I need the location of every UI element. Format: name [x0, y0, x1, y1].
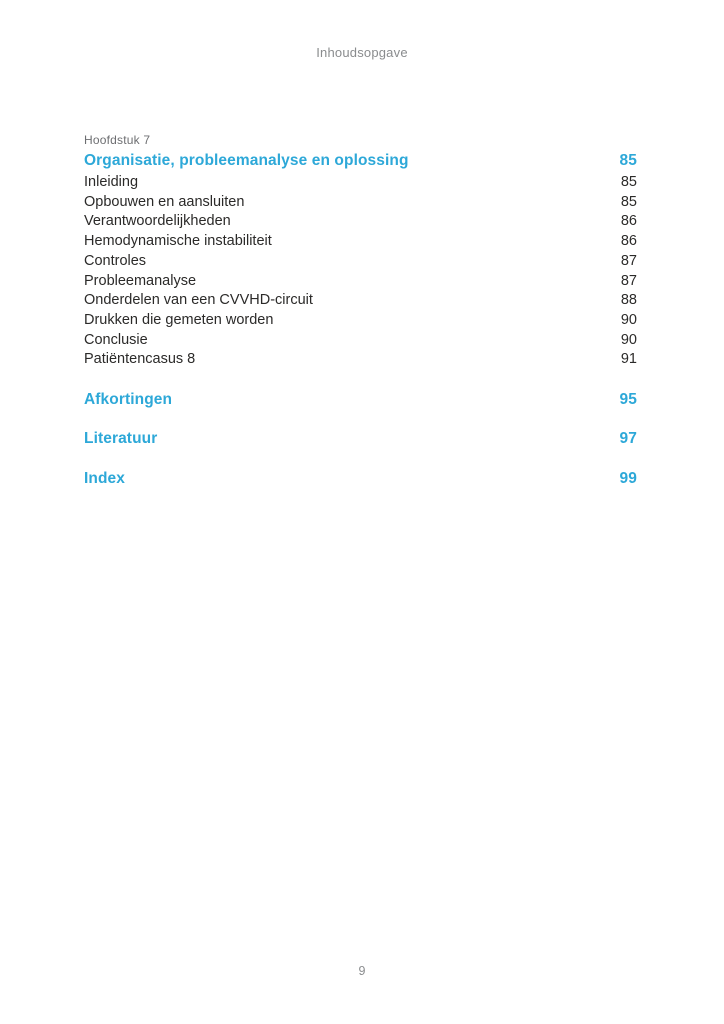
toc-entry-label: Conclusie — [84, 331, 148, 348]
toc-entry-row — [84, 291, 637, 311]
toc-entry-row — [84, 173, 637, 193]
toc-entry-label: Probleemanalyse — [84, 272, 197, 289]
chapter-page-number: 85 — [619, 152, 637, 169]
toc-section-label: Literatuur — [84, 430, 158, 448]
toc-entry-page-number: 90 — [620, 311, 637, 328]
toc-section-page-number: 95 — [619, 390, 637, 408]
toc-entry-row — [84, 311, 637, 331]
chapter-title-row — [84, 151, 637, 171]
toc-entry-row — [84, 232, 637, 252]
chapter-number-label: Hoofdstuk 7 — [84, 133, 151, 147]
toc-entry-row — [84, 212, 637, 232]
toc-section-row — [84, 429, 637, 449]
toc-entry-page-number: 88 — [620, 292, 637, 309]
folio-page-number: 9 — [358, 964, 366, 978]
table-of-contents — [84, 132, 637, 489]
toc-entry-label: Drukken die gemeten worden — [84, 311, 274, 328]
toc-entry-label: Controles — [84, 252, 147, 269]
toc-entry-row — [84, 193, 637, 213]
toc-entry-row — [84, 272, 637, 292]
toc-entry-row — [84, 331, 637, 351]
toc-entry-page-number: 87 — [620, 272, 637, 289]
toc-section-label: Index — [84, 469, 125, 487]
toc-section-page-number: 99 — [619, 469, 637, 487]
toc-entry-label: Verantwoordelijkheden — [84, 213, 231, 230]
page-header-title: Inhoudsopgave — [316, 45, 408, 60]
toc-entry-page-number: 87 — [620, 252, 637, 269]
toc-entry-label: Patiëntencasus 8 — [84, 351, 196, 368]
toc-entry-page-number: 85 — [620, 174, 637, 190]
toc-entry-page-number: 86 — [620, 213, 637, 230]
toc-section-label: Afkortingen — [84, 390, 173, 408]
toc-section-page-number: 97 — [619, 430, 637, 448]
toc-entry-page-number: 91 — [620, 351, 637, 368]
toc-section-row — [84, 390, 637, 410]
chapter-title: Organisatie, probleemanalyse en oplossing — [84, 152, 409, 169]
toc-entry-label: Onderdelen van een CVVHD-circuit — [84, 292, 313, 309]
toc-section-row — [84, 469, 637, 489]
toc-entry-page-number: 85 — [620, 193, 637, 210]
toc-section-list — [84, 390, 637, 489]
toc-entry-label: Hemodynamische instabiliteit — [84, 233, 272, 250]
toc-entry-list — [84, 173, 637, 370]
toc-entry-label: Inleiding — [84, 174, 139, 190]
toc-entry-page-number: 90 — [620, 331, 637, 348]
toc-entry-page-number: 86 — [620, 233, 637, 250]
toc-entry-row — [84, 350, 637, 370]
toc-entry-row — [84, 252, 637, 272]
toc-entry-label: Opbouwen en aansluiten — [84, 193, 245, 210]
